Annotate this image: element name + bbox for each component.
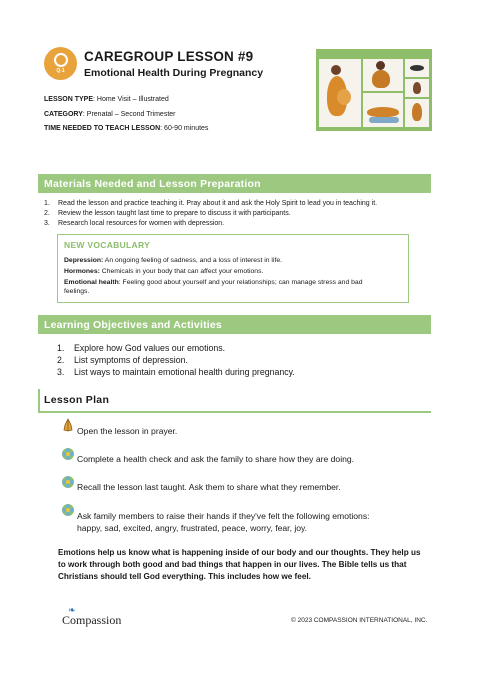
objectives-heading: Learning Objectives and Activities [38,315,431,334]
lesson-type-label: LESSON TYPE [44,96,94,103]
lesson-step-emotions: happy, sad, excited, angry, frustrated, peace, worry, fear, joy. [77,523,308,533]
lesson-type-value: : Home Visit – Illustrated [93,96,169,103]
lesson-logo [44,47,77,80]
list-item: 3. Research local resources for women with depression. [44,220,225,227]
lesson-step: Recall the lesson last taught. Ask them to share what they remember. [77,482,341,492]
copyright: © 2023 COMPASSION INTERNATIONAL, INC. [291,617,428,624]
lesson-plan-heading: Lesson Plan [44,394,110,406]
materials-list [44,199,377,229]
materials-heading: Materials Needed and Lesson Preparation [38,174,431,193]
lesson-illustration [316,49,432,131]
lesson-step: Complete a health check and ask the family to share how they are doing. [77,454,355,464]
lesson-step: Ask family members to raise their hands if they've felt the following emotions: [77,511,370,521]
logo-code: Q-1 [56,68,65,74]
category-value: : Prenatal – Second Trimester [82,111,176,118]
emotions-paragraph: Emotions help us know what is happening inside of our body and our thoughts. They help us to work through both good and bad things that happen in our lives. The Bible tells us that Christians should tell God everything. This includes how we feel. [58,548,421,581]
pregnant-woman-picture [319,59,361,127]
mother-baby-icon [54,53,68,67]
divider [38,389,40,411]
vocab-depression: Depression: An ongoing feeling of sadness, and a loss of interest in life. [64,257,283,264]
objectives-list [57,342,295,378]
vocab-emotional-health: Emotional health: Feeling good about yourself and your relationships; can manage stress and bad feelings. [64,279,363,295]
list-item: 1. Read the lesson and practice teaching it. Pray about it and ask the Holy Spirit to lead you in teaching it. [44,200,378,207]
vocab-hormones: Hormones: Chemicals in your body that can affect your emotions. [64,268,264,275]
category [44,111,176,118]
divider [38,411,431,413]
category-label: CATEGORY [44,111,83,118]
time-needed [44,125,208,132]
list-item: 3. List ways to maintain emotional health during pregnancy. [57,367,295,377]
lesson-subtitle: Emotional Health During Pregnancy [84,67,264,79]
compassion-logo-icon: ❧ [68,605,76,615]
flower-icon [61,475,75,489]
sad-man-picture [363,59,403,91]
flower-icon [61,503,75,517]
small-figure-picture [405,79,429,97]
praying-hands-icon [61,418,75,432]
list-item: 2. List symptoms of depression. [57,355,188,365]
flower-icon [61,447,75,461]
lesson-type [44,96,169,103]
compassion-logo: Compassion [62,613,122,627]
time-label: TIME NEEDED TO TEACH LESSON [44,125,161,132]
lesson-title: CAREGROUP LESSON #9 [84,49,254,64]
lesson-step: Open the lesson in prayer. [77,426,178,436]
time-value: : 60-90 minutes [160,125,209,132]
list-item: 1. Explore how God values our emotions. [57,343,226,353]
vocabulary-heading: NEW VOCABULARY [64,240,151,250]
hat-picture [405,59,429,77]
resting-woman-picture [363,93,403,127]
list-item: 2. Review the lesson taught last time to prepare to discuss it with participants. [44,210,291,217]
standing-man-picture [405,99,429,127]
